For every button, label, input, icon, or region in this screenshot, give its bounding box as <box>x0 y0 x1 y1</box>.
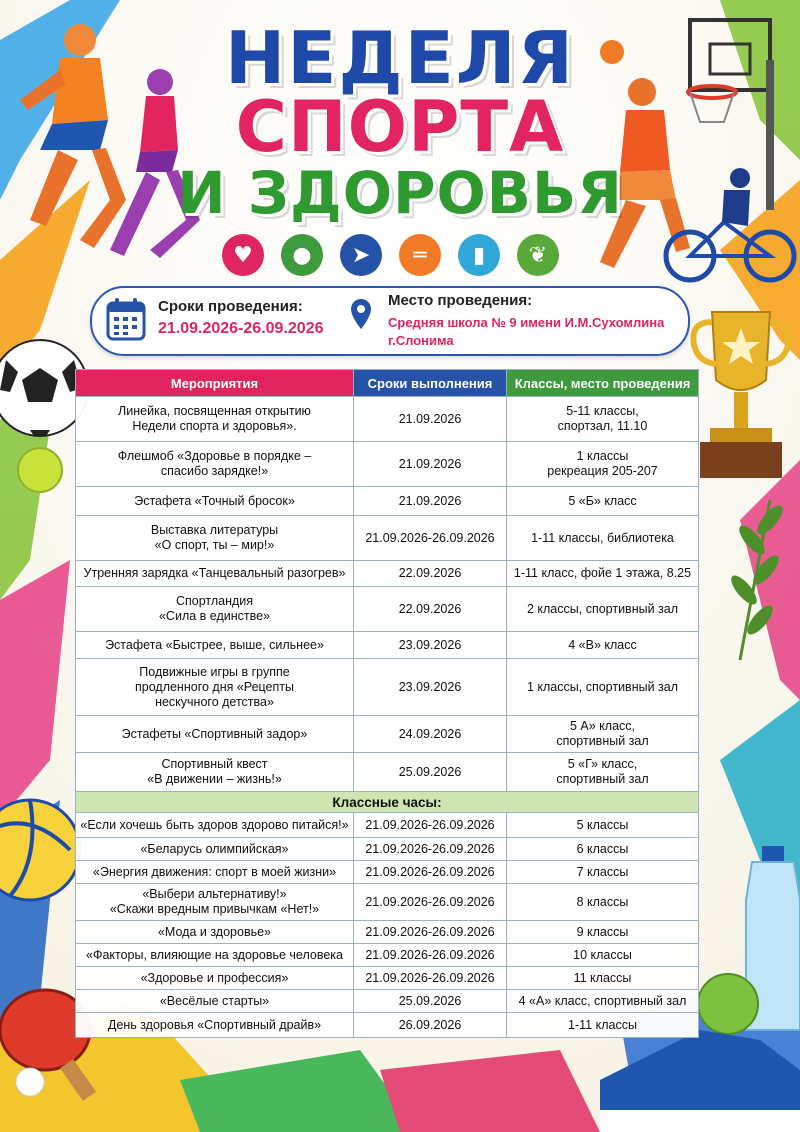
event-place-cell: 5 «Б» класс <box>507 487 699 516</box>
table-row <box>76 838 699 861</box>
header-classes-place: Классы, место проведения <box>507 370 699 397</box>
event-place-cell: 5 А» класс, спортивный зал <box>507 716 699 753</box>
title-line-3: И ЗДОРОВЬЯ <box>177 159 623 227</box>
event-name-cell: «Если хочешь быть здоров здорово питайся!» <box>76 813 354 838</box>
table-row <box>76 990 699 1013</box>
table-row <box>76 921 699 944</box>
event-date-cell: 21.09.2026-26.09.2026 <box>354 884 507 921</box>
event-place-cell: 5 «Г» класс, спортивный зал <box>507 753 699 792</box>
event-name-cell: Флешмоб «Здоровье в порядке – спасибо зарядке!» <box>76 442 354 487</box>
event-place-cell: 5-11 классы, спортзал, 11.10 <box>507 397 699 442</box>
event-info-panel <box>90 286 690 356</box>
table-row <box>76 397 699 442</box>
tennis-ball-illustration <box>18 448 62 492</box>
health-icons-row <box>222 234 559 276</box>
table-row <box>76 861 699 884</box>
header-events: Мероприятия <box>76 370 354 397</box>
table-row <box>76 753 699 792</box>
event-place-cell: 5 классы <box>507 813 699 838</box>
water-bottle-icon: ▮ <box>458 234 500 276</box>
place-label: Место проведения: <box>388 292 533 309</box>
table-row <box>76 884 699 921</box>
event-name-cell: День здоровья «Спортивный драйв» <box>76 1013 354 1038</box>
calendar-icon <box>106 297 146 341</box>
table-row <box>76 516 699 561</box>
heart-pulse-icon: ♥ <box>222 234 264 276</box>
event-date-cell: 23.09.2026 <box>354 659 507 716</box>
apple-icon: ● <box>281 234 323 276</box>
table-row <box>76 659 699 716</box>
event-date-cell: 25.09.2026 <box>354 753 507 792</box>
event-date-cell: 25.09.2026 <box>354 990 507 1013</box>
event-name-cell: Утренняя зарядка «Танцевальный разогрев» <box>76 561 354 587</box>
table-row <box>76 587 699 632</box>
title-line-1: НЕДЕЛЯ <box>225 16 575 100</box>
apple-illustration <box>698 974 758 1034</box>
header-dates: Сроки выполнения <box>354 370 507 397</box>
event-name-cell: Линейка, посвященная открытию Недели спорта и здоровья». <box>76 397 354 442</box>
event-name-cell: «Факторы, влияющие на здоровье человека <box>76 944 354 967</box>
event-place-cell: 8 классы <box>507 884 699 921</box>
location-pin-icon <box>350 298 372 330</box>
section-row <box>76 792 699 813</box>
event-place-cell: 1 классы рекреация 205-207 <box>507 442 699 487</box>
event-name-cell: «Мода и здоровье» <box>76 921 354 944</box>
event-date-cell: 21.09.2026 <box>354 487 507 516</box>
event-date-cell: 21.09.2026-26.09.2026 <box>354 838 507 861</box>
event-place-cell: 1-11 классы <box>507 1013 699 1038</box>
event-date-cell: 21.09.2026-26.09.2026 <box>354 861 507 884</box>
event-date-cell: 21.09.2026 <box>354 397 507 442</box>
event-place-cell: 9 классы <box>507 921 699 944</box>
event-name-cell: Подвижные игры в группе продленного дня «Рецепты нескучного детства» <box>76 659 354 716</box>
event-name-cell: Выставка литературы «О спорт, ты – мир!» <box>76 516 354 561</box>
dates-value: 21.09.2026-26.09.2026 <box>158 320 324 337</box>
table-row <box>76 967 699 990</box>
event-date-cell: 22.09.2026 <box>354 587 507 632</box>
table-row <box>76 487 699 516</box>
event-name-cell: «Здоровье и профессия» <box>76 967 354 990</box>
event-name-cell: Эстафета «Точный бросок» <box>76 487 354 516</box>
leaf-icon: ❦ <box>517 234 559 276</box>
event-place-cell: 6 классы <box>507 838 699 861</box>
event-place-cell: 4 «А» класс, спортивный зал <box>507 990 699 1013</box>
place-value: Средняя школа № 9 имени И.М.Сухомлина г.Слонима <box>388 315 665 348</box>
event-date-cell: 23.09.2026 <box>354 632 507 659</box>
event-date-cell: 24.09.2026 <box>354 716 507 753</box>
table-row <box>76 561 699 587</box>
table-row <box>76 716 699 753</box>
event-place-cell: 1-11 класс, фойе 1 этажа, 8.25 <box>507 561 699 587</box>
table-header-row <box>76 370 699 397</box>
title-line-2: СПОРТА <box>235 86 565 168</box>
event-place-cell: 2 классы, спортивный зал <box>507 587 699 632</box>
table-row <box>76 1013 699 1038</box>
event-date-cell: 21.09.2026-26.09.2026 <box>354 944 507 967</box>
dates-label: Сроки проведения: <box>158 298 303 315</box>
event-date-cell: 21.09.2026-26.09.2026 <box>354 967 507 990</box>
event-date-cell: 22.09.2026 <box>354 561 507 587</box>
event-name-cell: «Беларусь олимпийская» <box>76 838 354 861</box>
table-row <box>76 944 699 967</box>
section-title: Классные часы: <box>76 792 699 813</box>
event-place-cell: 10 классы <box>507 944 699 967</box>
table-row <box>76 442 699 487</box>
event-place-cell: 11 классы <box>507 967 699 990</box>
table-row <box>76 632 699 659</box>
event-name-cell: Спортландия «Сила в единстве» <box>76 587 354 632</box>
event-date-cell: 21.09.2026 <box>354 442 507 487</box>
event-name-cell: «Выбери альтернативу!» «Скажи вредным привычкам «Нет!» <box>76 884 354 921</box>
event-name-cell: Эстафета «Быстрее, выше, сильнее» <box>76 632 354 659</box>
events-schedule-table <box>75 369 699 1038</box>
event-name-cell: Эстафеты «Спортивный задор» <box>76 716 354 753</box>
event-date-cell: 21.09.2026-26.09.2026 <box>354 921 507 944</box>
event-name-cell: «Энергия движения: спорт в моей жизни» <box>76 861 354 884</box>
event-date-cell: 21.09.2026-26.09.2026 <box>354 813 507 838</box>
event-place-cell: 7 классы <box>507 861 699 884</box>
event-date-cell: 21.09.2026-26.09.2026 <box>354 516 507 561</box>
event-place-cell: 1 классы, спортивный зал <box>507 659 699 716</box>
runner-icon: ➤ <box>340 234 382 276</box>
event-date-cell: 26.09.2026 <box>354 1013 507 1038</box>
event-place-cell: 1-11 классы, библиотека <box>507 516 699 561</box>
dumbbell-icon: ═ <box>399 234 441 276</box>
table-row <box>76 813 699 838</box>
event-name-cell: «Весёлые старты» <box>76 990 354 1013</box>
event-name-cell: Спортивный квест «В движении – жизнь!» <box>76 753 354 792</box>
event-place-cell: 4 «В» класс <box>507 632 699 659</box>
